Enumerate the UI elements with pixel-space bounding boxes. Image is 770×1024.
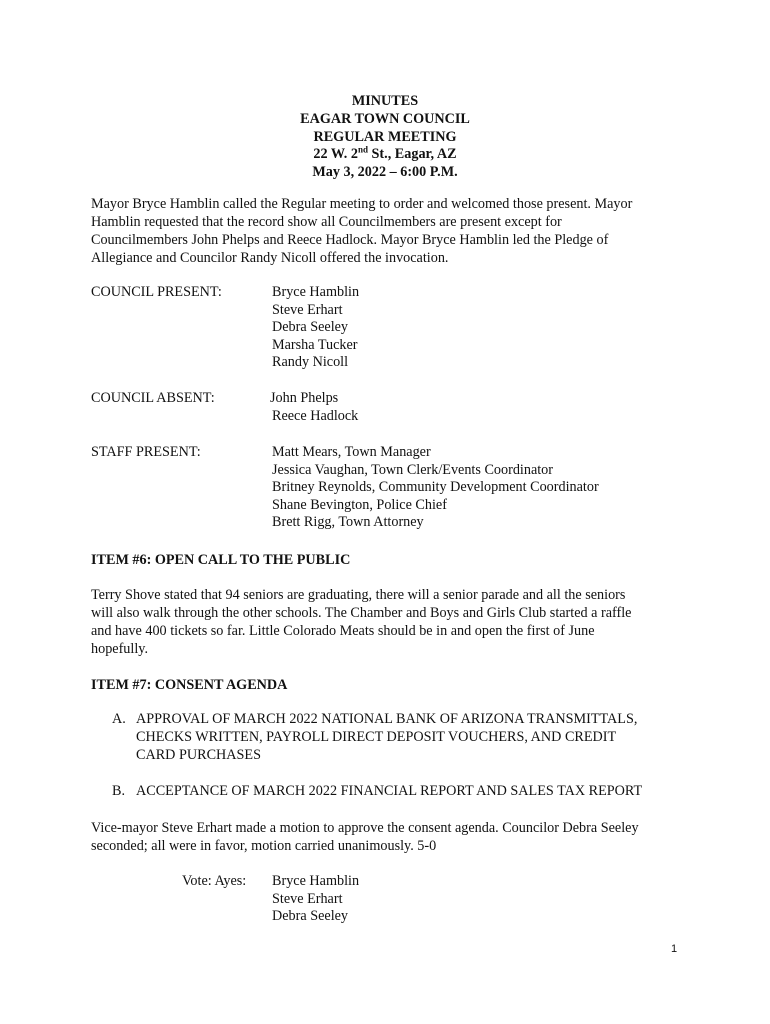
header-council-name: EAGAR TOWN COUNCIL: [300, 110, 470, 127]
body-line: will also walk through the other schools. The Chamber and Boys and Girls Club started a raffle: [91, 605, 632, 621]
list-item: Britney Reynolds, Community Development Coordinator: [272, 479, 599, 496]
intro-paragraph: [91, 195, 691, 267]
list-marker: B.: [112, 783, 126, 799]
item6-body: [91, 586, 691, 658]
intro-line: Councilmembers John Phelps and Reece Hadlock. Mayor Bryce Hamblin led the Pledge of: [91, 232, 609, 248]
intro-line: Allegiance and Councilor Randy Nicoll offered the invocation.: [91, 250, 449, 266]
staff-present-label: STAFF PRESENT:: [91, 444, 201, 460]
consent-item-text: APPROVAL OF MARCH 2022 NATIONAL BANK OF ARIZONA TRANSMITTALS, CHECKS WRITTEN, PAYROLL DIRECT DEPOSIT VOUCHERS, AND CREDIT CARD PURCHASES: [136, 711, 638, 763]
intro-line: Hamblin requested that the record show all Councilmembers are present except for: [91, 214, 562, 230]
body-line: Vice-mayor Steve Erhart made a motion to approve the consent agenda. Councilor Debra Seeley: [91, 820, 639, 836]
header-date-time: May 3, 2022 – 6:00 P.M.: [312, 164, 458, 181]
list-item: Debra Seeley: [272, 319, 349, 336]
header-address: 22 W. 2nd St., Eagar, AZ: [313, 144, 457, 163]
list-item: Steve Erhart: [272, 890, 343, 907]
list-item: Brett Rigg, Town Attorney: [272, 514, 424, 531]
council-present-list: [272, 284, 359, 372]
body-line: hopefully.: [91, 641, 148, 657]
list-marker: A.: [112, 711, 126, 727]
header-meeting-type: REGULAR MEETING: [313, 128, 457, 145]
header-title: MINUTES: [351, 93, 419, 109]
body-line: seconded; all were in favor, motion carried unanimously. 5-0: [91, 838, 437, 854]
list-item: Reece Hadlock: [272, 407, 359, 424]
list-item: Debra Seeley: [272, 908, 349, 925]
list-item: Shane Bevington, Police Chief: [272, 496, 447, 513]
list-item: John Phelps: [270, 390, 339, 406]
vote-ayes-list: [272, 873, 359, 926]
list-item: Randy Nicoll: [272, 354, 349, 371]
body-line: Terry Shove stated that 94 seniors are graduating, there will a senior parade and all the seniors: [91, 587, 626, 603]
list-item: Steve Erhart: [272, 301, 343, 318]
consent-item-text: ACCEPTANCE OF MARCH 2022 FINANCIAL REPORT AND SALES TAX REPORT: [136, 783, 643, 799]
item6-heading: ITEM #6: OPEN CALL TO THE PUBLIC: [91, 552, 351, 568]
page-number: 1: [671, 943, 678, 955]
council-absent-label: COUNCIL ABSENT:: [91, 390, 215, 406]
vote-label: Vote: Ayes:: [182, 873, 247, 889]
list-item: Marsha Tucker: [272, 336, 358, 353]
list-item: Matt Mears, Town Manager: [272, 444, 431, 460]
body-line: and have 400 tickets so far. Little Colorado Meats should be in and open the first of June: [91, 623, 595, 639]
council-absent-list: [270, 390, 358, 425]
minutes-header: [0, 93, 770, 182]
staff-present-list: [272, 444, 599, 532]
motion-paragraph: [91, 819, 691, 855]
list-item: Bryce Hamblin: [272, 284, 360, 300]
list-item: Bryce Hamblin: [272, 873, 360, 889]
list-item: Jessica Vaughan, Town Clerk/Events Coordinator: [272, 461, 554, 478]
item7-heading: ITEM #7: CONSENT AGENDA: [91, 677, 288, 693]
council-present-label: COUNCIL PRESENT:: [91, 284, 222, 300]
intro-line: Mayor Bryce Hamblin called the Regular meeting to order and welcomed those present. Mayor: [91, 196, 633, 212]
